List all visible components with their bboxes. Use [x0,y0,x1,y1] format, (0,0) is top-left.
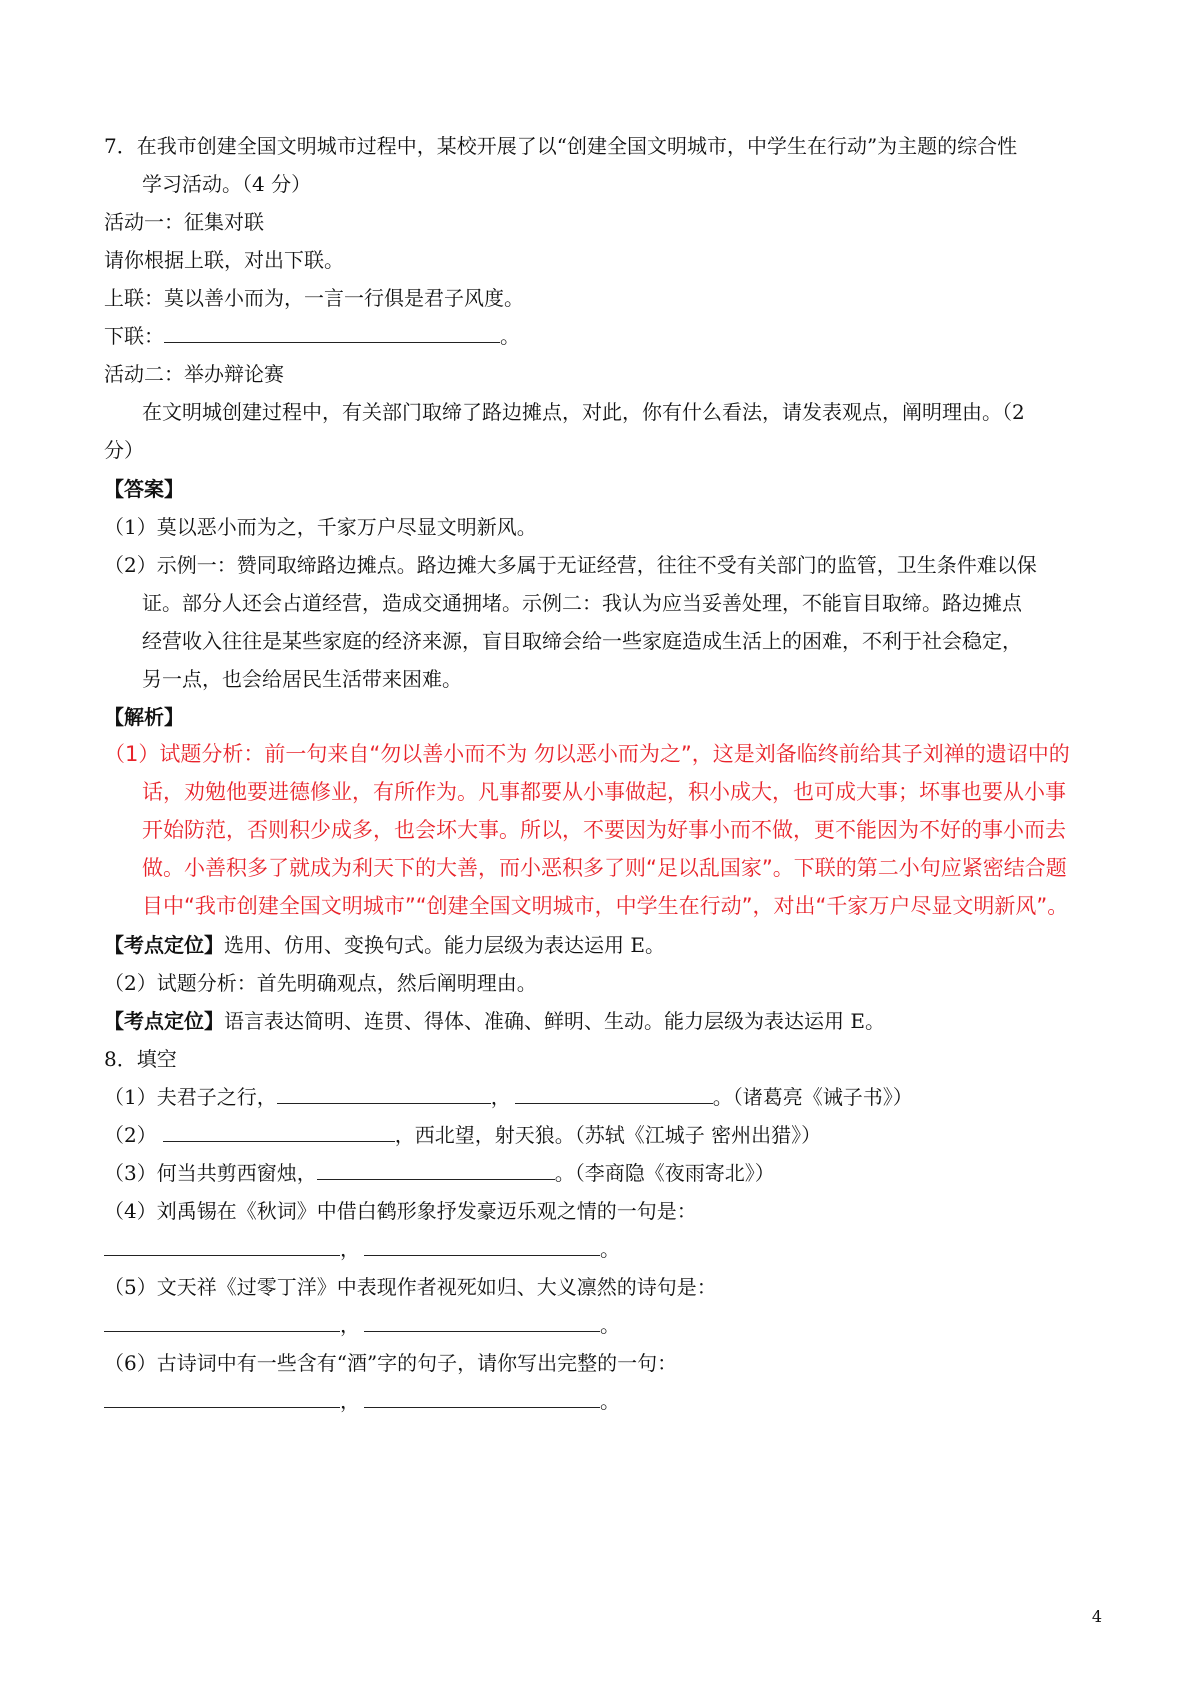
analysis-red-line2: 话，劝勉他要进德修业，有所作为。凡事都要从小事做起，积小成大，也可成大事；坏事也要从小事 [142,780,1066,804]
answer-2-line4: 另一点，也会给居民生活带来困难。 [142,667,462,691]
activity2-line2: 分） [104,438,144,462]
answer-1: （1）莫以恶小而为之，千家万户尽显文明新风。 [104,515,537,539]
fill-5-comma: ， [340,1313,360,1337]
fill-2-prefix: （2） [104,1123,157,1147]
q8-title: 8．填空 [104,1047,177,1071]
fill-5-blank-b[interactable] [364,1311,600,1332]
analysis-red-line5: 目中“我市创建全国文明城市”“创建全国文明城市，中学生在行动”，对出“千家万户尽显文明新风”。 [142,894,1069,918]
analysis-heading: 【解析】 [104,705,184,729]
answer-2-line1: （2）示例一：赞同取缔路边摊点。路边摊大多属于无证经营，往往不受有关部门的监管，卫生条件难以保 [104,553,1037,577]
fill-3 [104,1159,775,1187]
answer-2-line2: 证。部分人还会占道经营，造成交通拥堵。示例二：我认为应当妥善处理，不能盲目取缔。路边摊点 [142,591,1022,615]
keypoint-2-text: 语言表达简明、连贯、得体、准确、鲜明、生动。能力层级为表达运用 E。 [224,1009,885,1033]
activity2-title: 活动二：举办辩论赛 [104,362,284,386]
keypoint-2-label: 【考点定位】 [104,1009,224,1033]
fill-1-blank-a[interactable] [277,1083,491,1104]
fill-4-period: 。 [600,1237,620,1261]
page-number: 4 [1091,1607,1102,1626]
analysis-2: （2）试题分析：首先明确观点，然后阐明理由。 [104,971,537,995]
fill-6-blank-a[interactable] [104,1387,340,1408]
q7-line2: 学习活动。（4 分） [142,172,312,196]
fill-3-blank[interactable] [317,1159,555,1180]
q7-line1: 7．在我市创建全国文明城市过程中，某校开展了以“创建全国文明城市，中学生在行动”为主题的综合性 [104,134,1018,158]
fill-6-period: 。 [600,1389,620,1413]
activity2-line1: 在文明城创建过程中，有关部门取缔了路边摊点，对此，你有什么看法，请发表观点，阐明理由。（2 [142,400,1025,424]
fill-5-period: 。 [600,1313,620,1337]
fill-2-source: ，西北望，射天狼。（苏轼《江城子 密州出猎》） [394,1123,822,1147]
fill-4-answers [104,1235,620,1263]
analysis-red-line1: （1）试题分析：前一句来自“勿以善小而不为 勿以恶小而为之”，这是刘备临终前给其子刘禅的遗诏中的 [104,742,1070,766]
upper-couplet: 上联：莫以善小而为，一言一行俱是君子风度。 [104,286,524,310]
fill-6-blank-b[interactable] [364,1387,600,1408]
fill-2 [104,1121,821,1149]
keypoint-2 [104,1007,885,1035]
fill-2-blank[interactable] [163,1121,395,1142]
keypoint-1-text: 选用、仿用、变换句式。能力层级为表达运用 E。 [224,933,665,957]
lower-couplet-blank[interactable] [164,322,500,343]
fill-6-answers [104,1387,620,1415]
fill-5-blank-a[interactable] [104,1311,340,1332]
fill-6-comma: ， [340,1389,360,1413]
activity1-title: 活动一：征集对联 [104,210,264,234]
activity1-prompt: 请你根据上联，对出下联。 [104,248,344,272]
analysis-red-line3: 开始防范，否则积少成多，也会坏大事。所以，不要因为好事小而不做，更不能因为不好的事小而去 [142,818,1066,842]
lower-couplet-end: 。 [500,324,520,348]
fill-1-source: 。（诸葛亮《诫子书》） [712,1085,913,1109]
keypoint-1-label: 【考点定位】 [104,933,224,957]
fill-6-prompt: （6）古诗词中有一些含有“酒”字的句子，请你写出完整的一句： [104,1351,678,1375]
fill-5-answers [104,1311,620,1339]
answer-2-line3: 经营收入往往是某些家庭的经济来源，盲目取缔会给一些家庭造成生活上的困难，不利于社会稳定， [142,629,1022,653]
keypoint-1 [104,931,665,959]
fill-1-prefix: （1）夫君子之行， [104,1085,277,1109]
fill-4-blank-b[interactable] [364,1235,600,1256]
analysis-red-line4: 做。小善积多了就成为利天下的大善，而小恶积多了则“足以乱国家”。下联的第二小句应紧密结合题 [142,856,1067,880]
fill-4-comma: ， [340,1237,360,1261]
fill-4-blank-a[interactable] [104,1235,340,1256]
lower-couplet-label: 下联： [104,324,164,348]
fill-4-prompt: （4）刘禹锡在《秋词》中借白鹤形象抒发豪迈乐观之情的一句是： [104,1199,697,1223]
answer-heading: 【答案】 [104,477,184,501]
fill-3-prefix: （3）何当共剪西窗烛， [104,1161,317,1185]
lower-couplet-row [104,322,520,350]
fill-1 [104,1083,913,1111]
fill-5-prompt: （5）文天祥《过零丁洋》中表现作者视死如归、大义凛然的诗句是： [104,1275,717,1299]
fill-1-blank-b[interactable] [515,1083,713,1104]
fill-3-source: 。（李商隐《夜雨寄北》） [554,1161,775,1185]
fill-1-comma: ， [490,1085,511,1109]
